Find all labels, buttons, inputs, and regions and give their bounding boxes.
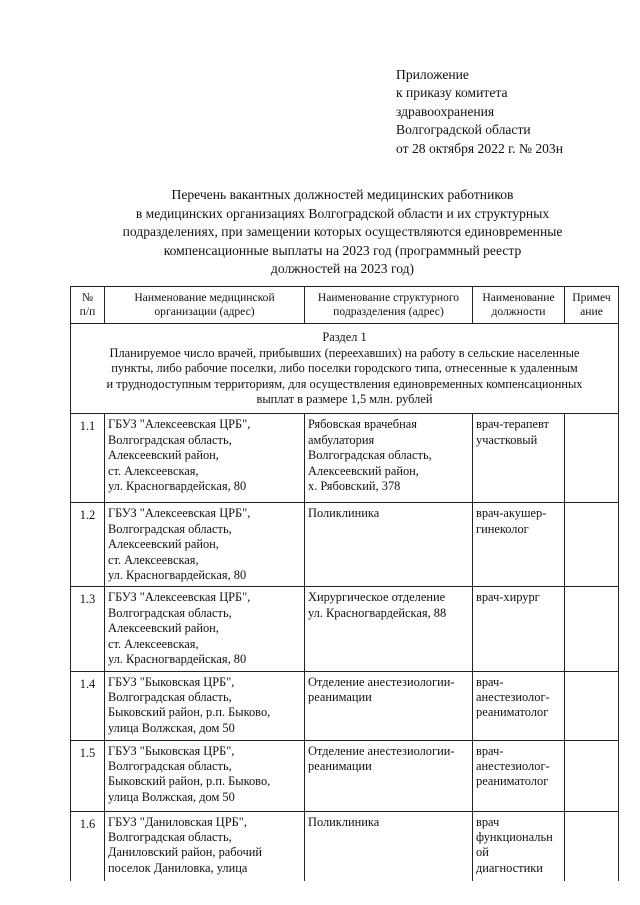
header-num: № п/п xyxy=(71,287,105,324)
row-position-line: ой xyxy=(476,845,489,860)
row-organization-line: ул. Красногвардейская, 80 xyxy=(108,652,247,667)
row-organization-line: улица Волжская, дом 50 xyxy=(108,720,235,735)
row-unit-line: Рябовская врачебная xyxy=(308,417,417,432)
row-organization-line: ст. Алексеевская, xyxy=(108,463,199,478)
row-unit-line: реанимации xyxy=(308,689,372,704)
table-row xyxy=(71,587,619,671)
header-position: Наименование должности xyxy=(473,287,565,324)
row-note xyxy=(565,811,619,881)
table-row xyxy=(71,671,619,740)
row-organization xyxy=(105,414,305,503)
row-position-line: реаниматолог xyxy=(476,774,549,789)
row-organization-line: Даниловский район, рабочий xyxy=(108,845,262,860)
title-line: должностей на 2023 год) xyxy=(270,261,415,277)
row-number: 1.5 xyxy=(71,740,105,811)
row-organization xyxy=(105,740,305,811)
title-line: компенсационные выплаты на 2023 год (программный реестр xyxy=(163,242,522,258)
row-position-line: диагностики xyxy=(476,860,543,875)
row-organization-line: ГБУЗ "Быковская ЦРБ", xyxy=(108,743,235,758)
title-line: в медицинских организациях Волгоградской области и их структурных xyxy=(135,205,550,221)
appendix-line: Волгоградской области xyxy=(396,122,531,138)
row-unit xyxy=(305,740,473,811)
section-row xyxy=(71,324,619,414)
row-organization-line: Алексеевский район, xyxy=(108,448,219,463)
section-text-line: Планируемое число врачей, прибывших (переехавших) на работу в сельские населенные xyxy=(109,345,580,360)
row-organization xyxy=(105,811,305,881)
row-organization xyxy=(105,671,305,740)
row-organization xyxy=(105,587,305,671)
row-unit-line: Волгоградская область, xyxy=(308,448,432,463)
row-position-line: врач-хирург xyxy=(476,590,540,605)
row-unit-line: Отделение анестезиологии- xyxy=(308,674,455,689)
row-position xyxy=(473,414,565,503)
row-position-line: анестезиолог- xyxy=(476,758,550,773)
table-row xyxy=(71,740,619,811)
appendix-line: от 28 октября 2022 г. № 203н xyxy=(396,140,564,156)
row-organization-line: ул. Красногвардейская, 80 xyxy=(108,479,247,494)
row-number: 1.3 xyxy=(71,587,105,671)
row-note xyxy=(565,503,619,587)
appendix-block xyxy=(396,66,563,158)
row-position-line: реаниматолог xyxy=(476,705,549,720)
section-text-line: и труднодоступным территориям, для осуществления единовременных компенсационных xyxy=(106,376,583,391)
section-text-line: пункты, либо рабочие поселки, либо поселки городского типа, отнесенные к удаленным xyxy=(111,361,578,376)
section-label: Раздел 1 xyxy=(322,330,367,345)
row-note xyxy=(565,671,619,740)
register-table xyxy=(70,286,619,881)
row-number: 1.4 xyxy=(71,671,105,740)
row-unit xyxy=(305,587,473,671)
row-position-line: участковый xyxy=(476,432,538,447)
row-note xyxy=(565,414,619,503)
row-organization-line: Алексеевский район, xyxy=(108,537,219,552)
table-header-row xyxy=(71,287,619,324)
row-organization-line: поселок Даниловка, улица xyxy=(108,860,248,875)
title-line: Перечень вакантных должностей медицинских работников xyxy=(171,187,514,202)
row-organization-line: Волгоградская область, xyxy=(108,758,232,773)
row-organization-line: Алексеевский район, xyxy=(108,621,219,636)
row-unit-line: Поликлиника xyxy=(308,506,380,521)
table-row xyxy=(71,503,619,587)
row-position xyxy=(473,503,565,587)
row-position-line: функциональн xyxy=(476,829,553,844)
row-unit-line: Поликлиника xyxy=(308,814,380,829)
row-organization xyxy=(105,503,305,587)
title-line: подразделениях, при замещении которых осуществляются единовременные xyxy=(122,224,563,240)
row-number: 1.1 xyxy=(71,414,105,503)
row-organization-line: Волгоградская область, xyxy=(108,689,232,704)
header-org: Наименование медицинской организации (адрес) xyxy=(105,287,305,324)
row-organization-line: ГБУЗ "Алексеевская ЦРБ", xyxy=(108,417,251,432)
row-unit-line: Алексеевский район, xyxy=(308,463,419,478)
table-row xyxy=(71,414,619,503)
row-unit-line: ул. Красногвардейская, 88 xyxy=(308,605,447,620)
row-unit-line: амбулатория xyxy=(308,432,375,447)
row-unit xyxy=(305,503,473,587)
section-cell xyxy=(71,324,619,414)
row-organization-line: Волгоградская область, xyxy=(108,432,232,447)
row-number: 1.2 xyxy=(71,503,105,587)
row-organization-line: ГБУЗ "Алексеевская ЦРБ", xyxy=(108,506,251,521)
appendix-line: здравоохранения xyxy=(396,103,495,119)
row-position-line: гинеколог xyxy=(476,521,529,536)
row-organization-line: Волгоградская область, xyxy=(108,605,232,620)
row-organization-line: Быковский район, р.п. Быково, xyxy=(108,705,271,720)
row-organization-line: ул. Красногвардейская, 80 xyxy=(108,568,247,583)
row-unit-line: Отделение анестезиологии- xyxy=(308,743,455,758)
row-position-line: анестезиолог- xyxy=(476,689,550,704)
row-note xyxy=(565,740,619,811)
row-unit-line: реанимации xyxy=(308,758,372,773)
row-position xyxy=(473,811,565,881)
row-organization-line: ГБУЗ "Алексеевская ЦРБ", xyxy=(108,590,251,605)
header-note: Примеч ание xyxy=(565,287,619,324)
row-position-line: врач-терапевт xyxy=(476,417,549,432)
row-organization-line: ст. Алексеевская, xyxy=(108,636,199,651)
row-organization-line: ГБУЗ "Даниловская ЦРБ", xyxy=(108,814,247,829)
row-position-line: врач- xyxy=(476,674,504,689)
row-organization-line: улица Волжская, дом 50 xyxy=(108,789,235,804)
row-organization-line: Волгоградская область, xyxy=(108,829,232,844)
row-unit xyxy=(305,811,473,881)
appendix-line: Приложение xyxy=(396,67,469,82)
row-position-line: врач xyxy=(476,814,500,829)
row-organization-line: ст. Алексеевская, xyxy=(108,552,199,567)
header-unit: Наименование структурного подразделения (адрес) xyxy=(305,287,473,324)
row-note xyxy=(565,587,619,671)
row-position xyxy=(473,587,565,671)
appendix-line: к приказу комитета xyxy=(396,85,508,101)
row-organization-line: ГБУЗ "Быковская ЦРБ", xyxy=(108,674,235,689)
row-organization-line: Волгоградская область, xyxy=(108,521,232,536)
document-title xyxy=(70,186,615,279)
row-unit xyxy=(305,671,473,740)
row-position xyxy=(473,671,565,740)
row-position-line: врач-акушер- xyxy=(476,506,547,521)
row-position xyxy=(473,740,565,811)
row-organization-line: Быковский район, р.п. Быково, xyxy=(108,774,271,789)
row-unit-line: Хирургическое отделение xyxy=(308,590,446,605)
row-unit xyxy=(305,414,473,503)
row-unit-line: х. Рябовский, 378 xyxy=(308,479,401,494)
section-text-line: выплат в размере 1,5 млн. рублей xyxy=(256,392,433,407)
row-number: 1.6 xyxy=(71,811,105,881)
table-row xyxy=(71,811,619,881)
row-position-line: врач- xyxy=(476,743,504,758)
